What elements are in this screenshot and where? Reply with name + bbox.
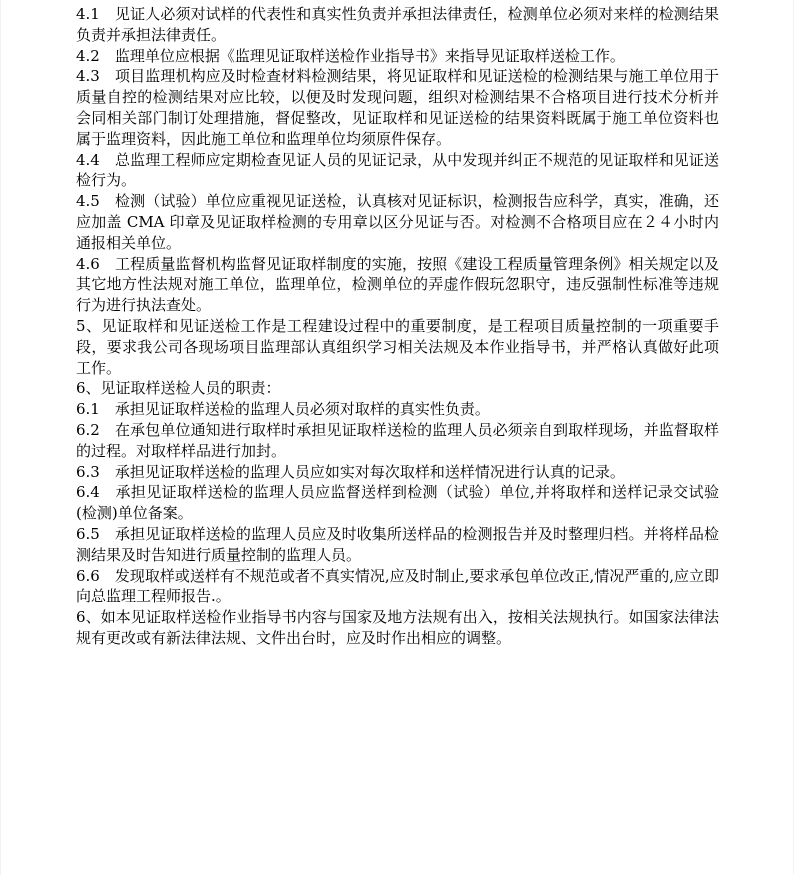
paragraph-6-1: 6.1 承担见证取样送检的监理人员必须对取样的真实性负责。: [76, 400, 490, 419]
paragraph-4-6: 4.6 工程质量监督机构监督见证取样制度的实施，按照《建设工程质量管理条例》相关规定以及其它地方性法规对施工单位，监理单位，检测单位的弄虚作假玩忽职守，违反强制性标准等违规行为进行执法查处。: [76, 254, 719, 315]
paragraph-4-3: 4.3 项目监理机构应及时检查材料检测结果，将见证取样和见证送检的检测结果与施工单位用于质量自控的检测结果对应比较，以便及时发现问题，组织对检测结果不合格项目进行技术分析并会同相关部门制订处理措施，督促整改，见证取样和见证送检的结果资料既属于施工单位资料也属于监理资料，因此施工单位和监理单位均须原件保存。: [76, 67, 719, 148]
paragraph-6-5: 6.5 承担见证取样送检的监理人员应及时收集所送样品的检测报告并及时整理归档。并将样品检测结果及时告知进行质量控制的监理人员。: [76, 524, 719, 564]
page-edge-left: [0, 0, 1, 875]
paragraph-5: 5、见证取样和见证送检工作是工程建设过程中的重要制度，是工程项目质量控制的一项重要手段，要求我公司各现场项目监理部认真组织学习相关法规及本作业指导书，并严格认真做好此项工作。: [76, 316, 719, 377]
paragraph-4-2: 4.2 监理单位应根据《监理见证取样送检作业指导书》来指导见证取样送检工作。: [76, 46, 625, 65]
paragraph-6-heading: 6、见证取样送检人员的职责：: [76, 379, 281, 398]
paragraph-6-4: 6.4 承担见证取样送检的监理人员应监督送样到检测（试验）单位,并将取样和送样记录交试验(检测)单位备案。: [76, 483, 719, 523]
paragraph-4-1: 4.1 见证人必须对试样的代表性和真实性负责并承担法律责任，检测单位必须对来样的检测结果负责并承担法律责任。: [76, 5, 719, 44]
paragraph-6-final: 6、如本见证取样送检作业指导书内容与国家及地方法规有出入，按相关法规执行。如国家法律法规有更改或有新法律法规、文件出台时，应及时作出相应的调整。: [76, 608, 719, 647]
paragraph-6-2: 6.2 在承包单位通知进行取样时承担见证取样送检的监理人员必须亲自到取样现场，并监督取样的过程。对取样样品进行加封。: [76, 420, 719, 460]
paragraph-6-3: 6.3 承担见证取样送检的监理人员应如实对每次取样和送样情况进行认真的记录。: [76, 462, 625, 481]
paragraph-4-5: 4.5 检测（试验）单位应重视见证送检，认真核对见证标识，检测报告应科学，真实，准确，还应加盖 CMA 印章及见证取样检测的专用章以区分见证与否。对检测不合格项目应在２４小时内通报相关单位。: [76, 192, 719, 252]
paragraph-4-4: 4.4 总监理工程师应定期检查见证人员的见证记录，从中发现并纠正不规范的见证取样和见证送检行为。: [76, 150, 719, 190]
document-body: [76, 4, 719, 649]
paragraph-6-6: 6.6 发现取样或送样有不规范或者不真实情况,应及时制止,要求承包单位改正,情况严重的,应立即向总监理工程师报告.。: [76, 566, 719, 606]
